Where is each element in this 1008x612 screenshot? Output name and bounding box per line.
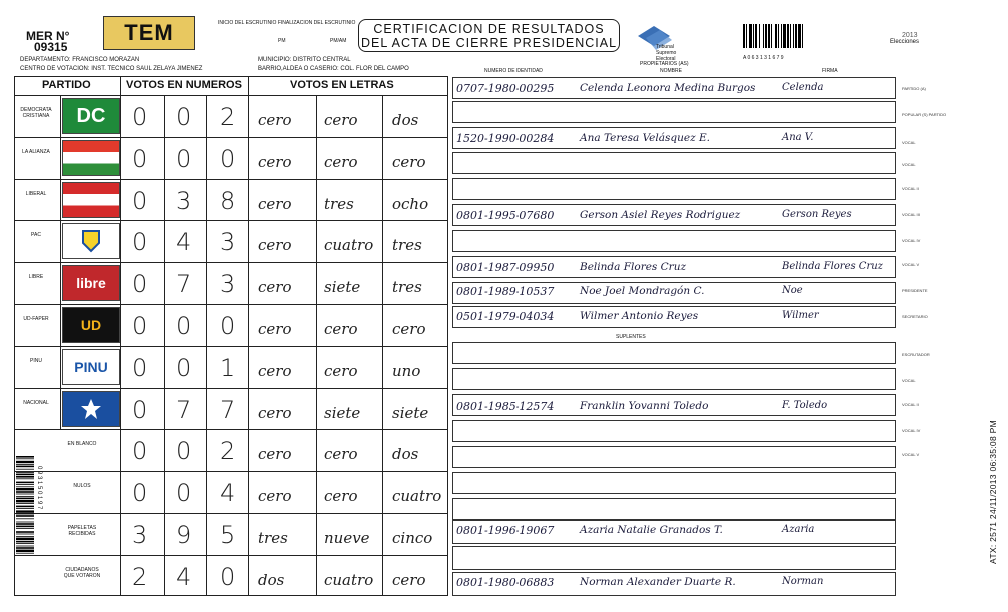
row-label: PAPELETAS RECIBIDAS bbox=[67, 525, 97, 537]
title-line1: CERTIFICACION DE RESULTADOS bbox=[373, 22, 605, 36]
signature-row bbox=[452, 472, 896, 494]
vote-digit: 7 bbox=[220, 395, 236, 424]
member-id: 0801-1995-07680 bbox=[456, 209, 555, 222]
party-logo bbox=[62, 98, 120, 134]
member-id: 0801-1989-10537 bbox=[456, 285, 555, 298]
vote-digit: 4 bbox=[220, 479, 236, 508]
vote-digit: 0 bbox=[132, 186, 148, 215]
tem-label: TEM bbox=[124, 20, 174, 45]
role-label: VOCAL IV bbox=[902, 238, 921, 243]
row-label: LIBRE bbox=[28, 274, 44, 281]
left-barcode-number: 0 9 3 1 5 0 1 9 7 bbox=[36, 466, 42, 510]
role-label: VOCAL V bbox=[902, 452, 920, 457]
vote-word: cero bbox=[392, 152, 426, 171]
column-divider bbox=[60, 95, 61, 430]
role-label: VOCAL bbox=[902, 378, 916, 383]
role-label: PARTIDO (A) bbox=[902, 86, 926, 91]
vertical-barcode-icon bbox=[16, 456, 38, 580]
vote-word: tres bbox=[258, 529, 288, 547]
vote-word: cero bbox=[392, 570, 426, 589]
vote-word: cero bbox=[258, 487, 292, 506]
barrio: BARRIO,ALDEA O CASERIO: COL. FLOR DEL CAMPO bbox=[258, 66, 409, 72]
row-label: EN BLANCO bbox=[67, 441, 97, 448]
vote-word: cero bbox=[324, 320, 358, 338]
centro-votacion: CENTRO DE VOTACION: INST. TECNICO SAUL ZELAYA JIMENEZ bbox=[20, 66, 203, 72]
vote-word: cero bbox=[392, 320, 426, 338]
row-label: UD-FAPER bbox=[23, 316, 49, 322]
column-divider bbox=[382, 95, 383, 596]
role-label: VOCAL III bbox=[902, 212, 920, 217]
row-label: DEMOCRATA CRISTIANA bbox=[20, 107, 52, 119]
signature-row bbox=[452, 498, 896, 520]
role-label: VOCAL IV bbox=[902, 428, 921, 433]
column-divider bbox=[164, 95, 165, 596]
vote-digit: 2 bbox=[132, 562, 148, 591]
vote-digit: 0 bbox=[176, 437, 192, 466]
mer-number: 09315 bbox=[34, 40, 68, 54]
vote-digit: 2 bbox=[220, 103, 236, 131]
alternate-name: Azaria Natalie Granados T. bbox=[580, 524, 723, 536]
row-label: PINU bbox=[30, 357, 42, 364]
row-label: LA ALIANZA bbox=[22, 148, 50, 155]
column-header-partido: PARTIDO bbox=[42, 79, 91, 91]
pm-label: PM bbox=[278, 38, 286, 44]
party-logo-text: PINU bbox=[74, 358, 108, 375]
member-signature: Celenda bbox=[782, 82, 824, 93]
alternate-signature: F. Toledo bbox=[782, 400, 828, 411]
member-name: Ana Teresa Velásquez E. bbox=[580, 132, 710, 144]
role-label: VOCAL II bbox=[902, 402, 919, 407]
elecciones-text: Elecciones bbox=[890, 39, 920, 45]
party-logo bbox=[62, 140, 120, 176]
title-box bbox=[358, 19, 620, 52]
vote-digit: 3 bbox=[132, 521, 148, 549]
alternate-id: 0801-1996-19067 bbox=[456, 524, 555, 537]
vote-digit: 0 bbox=[132, 353, 148, 382]
vote-word: cero bbox=[324, 445, 358, 464]
row-label: NACIONAL bbox=[23, 399, 49, 406]
member-name: Gerson Asiel Reyes Rodriguez bbox=[580, 209, 741, 221]
member-id: 0707-1980-00295 bbox=[456, 82, 555, 95]
vote-word: cero bbox=[258, 403, 292, 422]
vote-digit: 0 bbox=[176, 479, 192, 508]
signature-row bbox=[452, 368, 896, 390]
vote-digit: 0 bbox=[132, 144, 148, 173]
header-barcode bbox=[743, 24, 829, 61]
vote-digit: 0 bbox=[132, 479, 148, 508]
signature-row bbox=[452, 446, 896, 468]
party-logo bbox=[62, 307, 120, 343]
left-barcode bbox=[16, 456, 46, 582]
party-logo bbox=[62, 265, 120, 301]
party-logo-text: UD bbox=[80, 317, 102, 333]
vote-digit: 0 bbox=[132, 270, 148, 299]
member-name: Belinda Flores Cruz bbox=[580, 261, 686, 273]
vote-digit: 0 bbox=[132, 228, 148, 257]
vote-word: siete bbox=[324, 403, 361, 422]
propietarios-label: PROPIETARIOS (AS) bbox=[640, 61, 689, 67]
timestamp-stamp: ATX: 2571 24/11/2013 06:35:08 PM bbox=[988, 420, 998, 564]
column-divider bbox=[206, 95, 207, 596]
vote-digit: 0 bbox=[220, 562, 236, 591]
signature-row bbox=[452, 546, 896, 570]
alternate-signature: Norman bbox=[782, 576, 824, 587]
row-label: NULOS bbox=[73, 483, 91, 490]
vote-word: cero bbox=[324, 152, 358, 171]
member-id: 1520-1990-00284 bbox=[456, 132, 555, 145]
party-logo-text: libre bbox=[76, 275, 106, 292]
column-header-votos-letras: VOTOS EN LETRAS bbox=[290, 79, 394, 91]
vote-digit: 0 bbox=[176, 353, 192, 382]
vote-word: tres bbox=[324, 194, 354, 213]
vote-word: cero bbox=[324, 111, 358, 129]
member-signature: Noe bbox=[782, 285, 803, 296]
firma-label: FIRMA bbox=[822, 68, 838, 74]
tse-text: Tribunal Supremo Electoral bbox=[656, 44, 677, 62]
vote-digit: 3 bbox=[176, 186, 192, 215]
municipio: MUNICIPIO: DISTRITO CENTRAL bbox=[258, 57, 351, 63]
vote-digit: 0 bbox=[176, 312, 192, 340]
alternate-signature: Azaria bbox=[782, 524, 815, 535]
nombre-label: NOMBRE bbox=[660, 68, 682, 74]
escrutinio-label: INICIO DEL ESCRUTINIO FINALIZACION DEL ESCRUTINIO bbox=[218, 20, 356, 26]
role-label: VOCAL V bbox=[902, 262, 920, 267]
vote-digit: 4 bbox=[176, 228, 192, 257]
vote-word: siete bbox=[324, 278, 361, 297]
role-label: VOCAL II bbox=[902, 186, 919, 191]
vote-digit: 0 bbox=[176, 103, 192, 131]
vote-digit: 4 bbox=[176, 562, 192, 591]
vote-digit: 0 bbox=[132, 395, 148, 424]
member-signature: Belinda Flores Cruz bbox=[782, 261, 883, 272]
pmam-label: PM/AM bbox=[330, 38, 347, 44]
member-signature: Wilmer bbox=[782, 310, 819, 321]
member-name: Noe Joel Mondragón C. bbox=[580, 285, 705, 297]
header-barcode-number: A 0 6 3 1 3 1 6 7 9 bbox=[743, 55, 784, 61]
member-signature: Gerson Reyes bbox=[782, 209, 852, 220]
party-logo bbox=[62, 223, 120, 259]
member-name: Celenda Leonora Medina Burgos bbox=[580, 82, 756, 94]
alternate-name: Franklin Yovanni Toledo bbox=[580, 400, 709, 412]
alternate-id: 0801-1985-12574 bbox=[456, 400, 555, 413]
vote-word: cero bbox=[258, 111, 292, 129]
vote-word: cero bbox=[258, 445, 292, 464]
role-label: POPULAR (S) PARTIDO bbox=[902, 112, 947, 117]
star-icon bbox=[80, 398, 102, 420]
vote-digit: 3 bbox=[220, 270, 236, 299]
member-signature: Ana V. bbox=[782, 132, 814, 143]
member-name: Wilmer Antonio Reyes bbox=[580, 310, 699, 322]
vote-word: cuatro bbox=[324, 236, 374, 255]
suplentes-label: SUPLENTES bbox=[616, 334, 646, 340]
elecciones-logo bbox=[890, 32, 919, 45]
vote-word: cero bbox=[258, 152, 292, 171]
vote-digit: 0 bbox=[176, 144, 192, 173]
vote-digit: 7 bbox=[176, 270, 192, 299]
signature-row bbox=[452, 178, 896, 200]
vote-word: cero bbox=[258, 194, 292, 213]
row-label: PAC bbox=[31, 232, 41, 239]
party-logo bbox=[62, 349, 120, 385]
column-divider bbox=[316, 95, 317, 596]
vote-word: dos bbox=[392, 111, 419, 129]
vote-digit: 7 bbox=[176, 395, 192, 424]
vote-digit: 0 bbox=[132, 103, 148, 131]
signature-row bbox=[452, 152, 896, 174]
role-label: VOCAL bbox=[902, 162, 916, 167]
member-id: 0801-1987-09950 bbox=[456, 261, 555, 274]
member-id: 0501-1979-04034 bbox=[456, 310, 555, 323]
tse-logo bbox=[632, 22, 690, 62]
vote-word: cero bbox=[258, 278, 292, 297]
party-logo bbox=[62, 182, 120, 218]
vote-digit: 0 bbox=[132, 312, 148, 340]
signature-row bbox=[452, 420, 896, 442]
column-header-votos-numeros: VOTOS EN NUMEROS bbox=[126, 79, 242, 91]
title-line2: DEL ACTA DE CIERRE PRESIDENCIAL bbox=[360, 36, 618, 50]
vote-word: cuatro bbox=[392, 487, 442, 506]
tem-box bbox=[103, 16, 195, 50]
vote-digit: 5 bbox=[220, 521, 236, 549]
vote-word: cero bbox=[324, 487, 358, 506]
elecciones-year: 2013 bbox=[902, 32, 918, 39]
vote-word: uno bbox=[392, 361, 421, 380]
role-label: ESCRUTADOR bbox=[902, 352, 930, 357]
vote-word: cinco bbox=[392, 529, 433, 547]
party-logo bbox=[62, 391, 120, 427]
pac-shield-icon bbox=[81, 229, 101, 253]
role-label: VOCAL bbox=[902, 140, 916, 145]
row-label: CIUDADANOS QUE VOTARON bbox=[63, 566, 101, 579]
departamento: DEPARTAMENTO: FRANCISCO MORAZAN bbox=[20, 57, 140, 63]
role-label: SECRETARIO bbox=[902, 314, 928, 319]
vote-word: siete bbox=[392, 403, 429, 422]
vote-word: nueve bbox=[324, 529, 370, 547]
vote-word: cuatro bbox=[324, 570, 374, 589]
mer-label: MER N° bbox=[26, 29, 70, 43]
role-label: PRESIDENTE bbox=[902, 288, 928, 293]
vote-word: dos bbox=[392, 445, 419, 464]
signature-row bbox=[452, 101, 896, 123]
party-logo-text: DC bbox=[76, 104, 106, 127]
signature-row bbox=[452, 342, 896, 364]
vote-word: cero bbox=[258, 361, 292, 380]
vote-digit: 8 bbox=[220, 186, 236, 215]
signature-row bbox=[452, 230, 896, 252]
column-divider bbox=[248, 76, 249, 596]
vote-word: cero bbox=[324, 361, 358, 380]
vote-digit: 9 bbox=[176, 521, 192, 549]
vote-word: ocho bbox=[392, 194, 429, 213]
numero-identidad-label: NUMERO DE IDENTIDAD bbox=[484, 68, 543, 74]
vote-word: cero bbox=[258, 320, 292, 338]
alternate-name: Norman Alexander Duarte R. bbox=[580, 576, 736, 588]
vote-word: cero bbox=[258, 236, 292, 255]
vote-digit: 0 bbox=[220, 312, 236, 340]
vote-word: tres bbox=[392, 236, 422, 255]
row-label: LIBERAL bbox=[25, 190, 47, 197]
vote-digit: 0 bbox=[132, 437, 148, 466]
barcode-icon bbox=[743, 24, 829, 50]
vote-digit: 1 bbox=[220, 353, 236, 382]
vote-digit: 2 bbox=[220, 437, 236, 466]
alternate-id: 0801-1980-06883 bbox=[456, 576, 555, 589]
vote-digit: 0 bbox=[220, 144, 236, 173]
column-divider bbox=[120, 76, 121, 596]
vote-word: dos bbox=[258, 570, 285, 589]
vote-word: tres bbox=[392, 278, 422, 297]
vote-digit: 3 bbox=[220, 228, 236, 257]
